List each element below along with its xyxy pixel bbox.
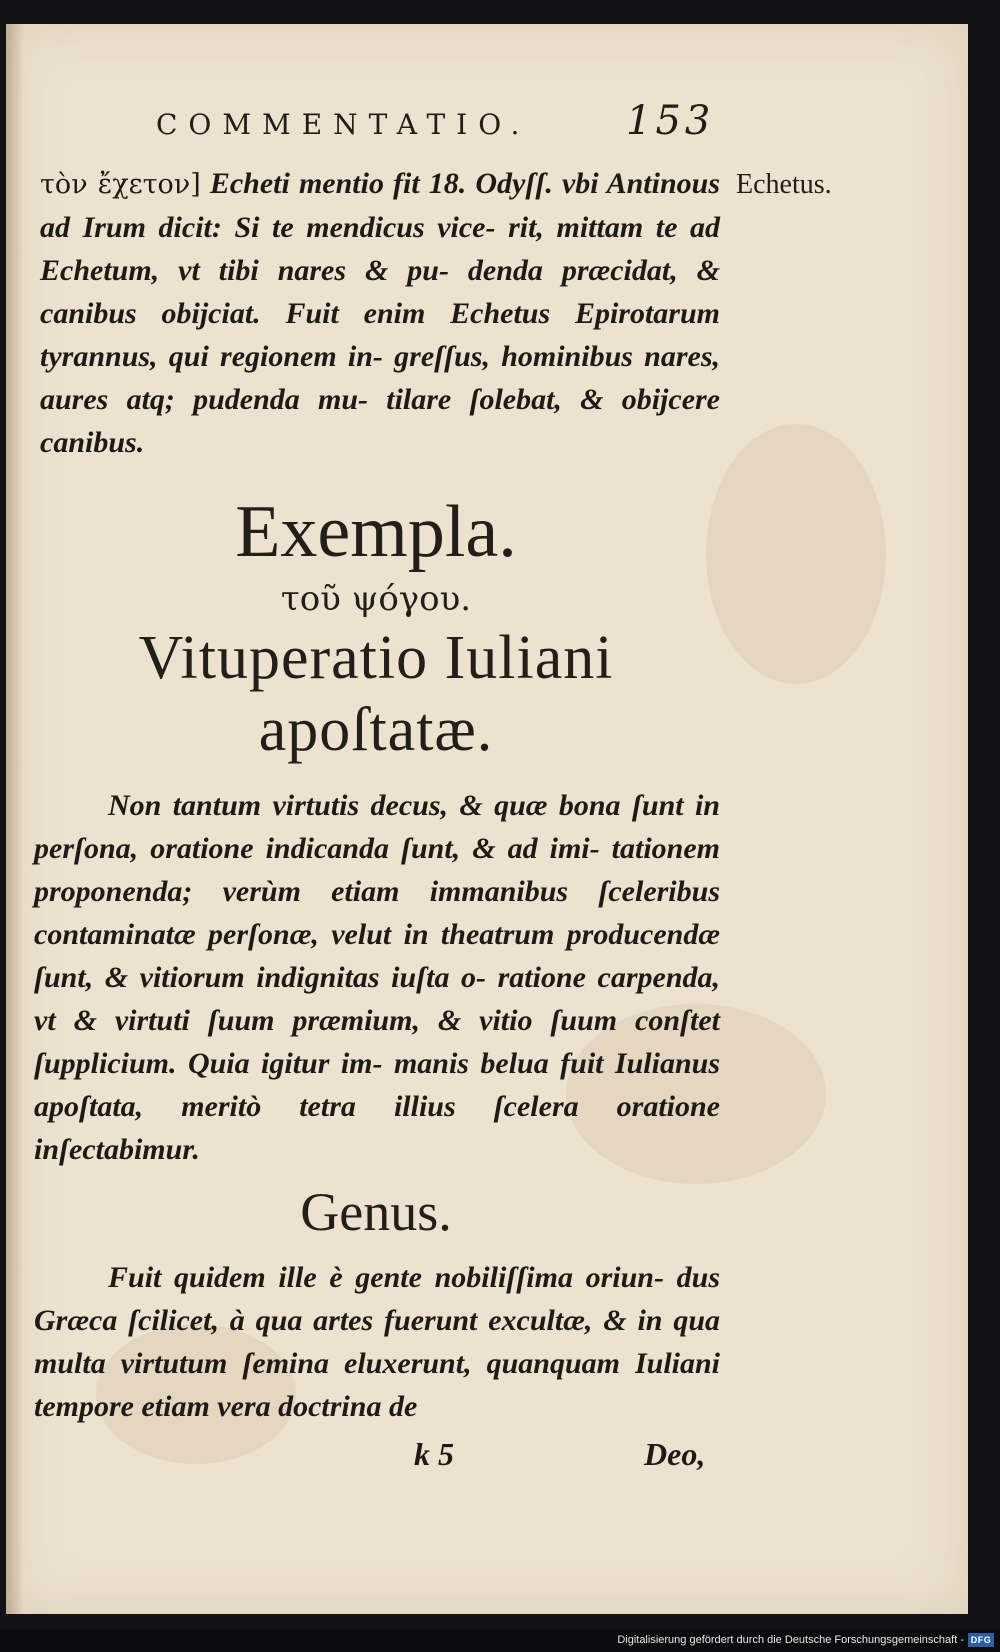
text-line: & in qua multa virtutum ſemina eluxerunt, bbox=[34, 1304, 721, 1380]
marginal-note: Echetus. bbox=[736, 169, 832, 200]
section-heading-exempla: Exempla. bbox=[235, 491, 517, 573]
note-line: denda præcidat, & canibus obijciat. Fuit enim bbox=[40, 254, 720, 330]
text-line: producendæ ſunt, & vitiorum indignitas iuſta o- bbox=[34, 918, 721, 994]
note-line: Echeti mentio fit 18. Odyſſ. bbox=[209, 167, 553, 200]
digitization-credit: Digitalisierung gefördert durch die Deutsche Forschungsgemeinschaft - bbox=[617, 1634, 964, 1646]
text-line: tationem proponenda; verùm etiam immanibus bbox=[34, 832, 721, 908]
section-heading-genus: Genus. bbox=[300, 1182, 452, 1242]
text-line: manis belua fuit Iulianus apoſtata, meritò tetra bbox=[34, 1047, 720, 1123]
body-paragraph-2 bbox=[34, 1256, 720, 1428]
catchword: Deo, bbox=[644, 1436, 706, 1472]
note-line: rit, mittam te ad Echetum, vt tibi nares & pu- bbox=[40, 211, 721, 287]
note-line: greſſus, hominibus nares, aures atq; pudenda mu- bbox=[40, 340, 721, 416]
text-line: in perſona, oratione indicanda ſunt, & ad imi- bbox=[34, 789, 720, 865]
running-header bbox=[156, 96, 716, 146]
note-line: tilare ſolebat, & obijcere canibus. bbox=[40, 383, 720, 459]
running-title: COMMENTATIO. bbox=[156, 108, 531, 141]
text-line: ſceleribus contaminatæ perſonæ, velut in theatrum bbox=[34, 875, 720, 951]
text-line: Fuit quidem ille è gente nobiliſſima oriun- bbox=[108, 1261, 664, 1294]
text-line: quanquam Iuliani tempore etiam vera doctrina de bbox=[34, 1347, 721, 1423]
signature-mark: k 5 bbox=[414, 1436, 454, 1472]
text-line: ratione carpenda, vt & virtuti ſuum præmium, & bbox=[34, 961, 721, 1037]
book-page bbox=[6, 24, 968, 1614]
dfg-logo: DFG bbox=[968, 1633, 994, 1647]
commentary-note bbox=[40, 162, 720, 464]
body-paragraph-1 bbox=[34, 784, 720, 1171]
note-line: Echetus Epirotarum tyrannus, qui regionem in- bbox=[40, 297, 720, 373]
greek-subheading: τοῦ ψόγου. bbox=[280, 579, 472, 619]
heading-line: apoſtatæ. bbox=[258, 696, 494, 764]
section-heading-vituperatio bbox=[36, 622, 716, 766]
page-number: 153 bbox=[626, 98, 715, 144]
note-line: vbi Antinous ad Irum dicit: Si te mendicus vice- bbox=[40, 167, 720, 244]
text-line: Non tantum virtutis decus, & quæ bona ſunt bbox=[108, 789, 684, 822]
paper-stain bbox=[706, 424, 886, 684]
greek-lemma: τὸν ἔχετον] bbox=[40, 169, 201, 200]
text-line: dus Græca ſcilicet, à qua artes fuerunt excultæ, bbox=[34, 1261, 721, 1337]
text-line: vitio ſuum conſtet ſupplicium. Quia igitur im- bbox=[34, 1004, 721, 1080]
heading-line: Vituperatio Iuliani bbox=[138, 624, 614, 692]
text-line: illius ſcelera oratione inſectabimur. bbox=[34, 1090, 720, 1166]
